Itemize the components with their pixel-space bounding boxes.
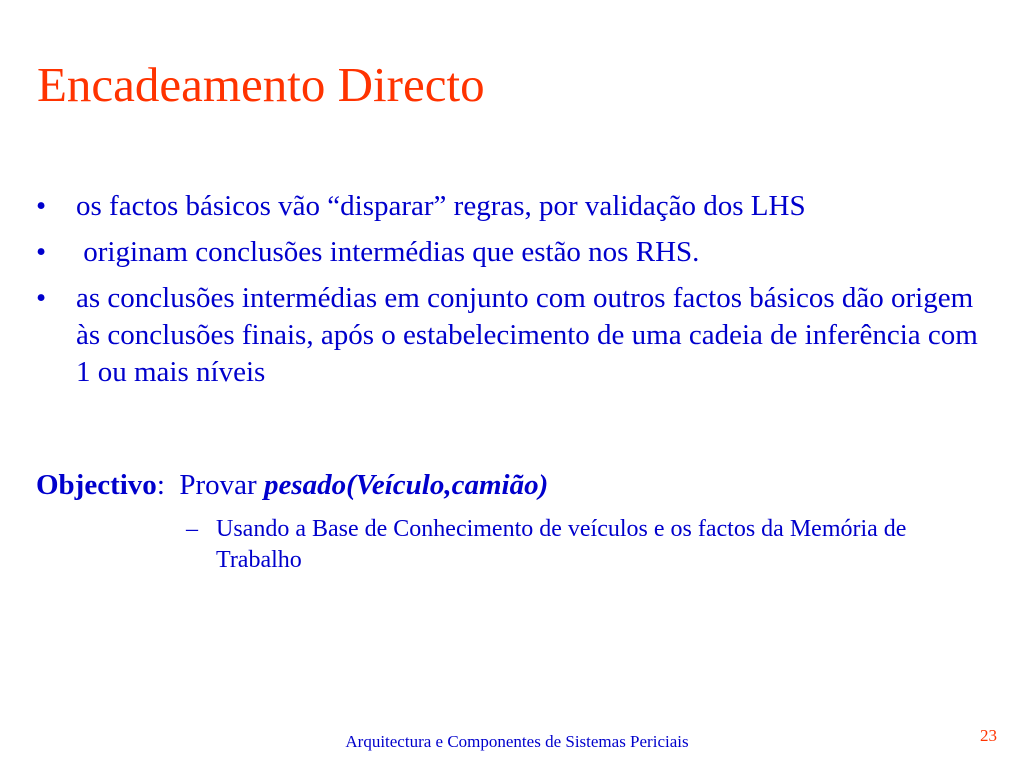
subpoint-text: Usando a Base de Conhecimento de veículos e os factos da Memória de Trabalho	[216, 516, 907, 573]
objective-subpoint	[186, 514, 976, 576]
objective-separator: : Provar	[156, 469, 264, 501]
bullet-icon: •	[36, 236, 47, 268]
bullet-item	[36, 234, 986, 271]
objective-goal: pesado(Veículo,camião)	[263, 469, 549, 501]
objective-label: Objectivo	[36, 469, 157, 501]
objective-line	[36, 465, 548, 505]
bullet-icon: •	[36, 190, 47, 222]
bullet-item	[36, 280, 986, 391]
bullet-text: originam conclusões intermédias que estão nos RHS.	[76, 236, 700, 268]
bullet-text: as conclusões intermédias em conjunto com outros factos básicos dão origem às conclusões finais, após o estabelecimento de uma cadeia de inferência com 1 ou mais níveis	[76, 282, 978, 388]
slide-title: Encadeamento Directo	[37, 57, 485, 112]
bullet-text: os factos básicos vão “disparar” regras, por validação dos LHS	[76, 190, 806, 222]
bullet-item	[36, 188, 986, 225]
page-number: 23	[980, 726, 997, 745]
bullet-icon: •	[36, 282, 47, 314]
slide-footer: Arquitectura e Componentes de Sistemas Periciais	[345, 732, 689, 751]
bullet-list	[36, 188, 986, 400]
dash-icon: –	[186, 516, 198, 542]
